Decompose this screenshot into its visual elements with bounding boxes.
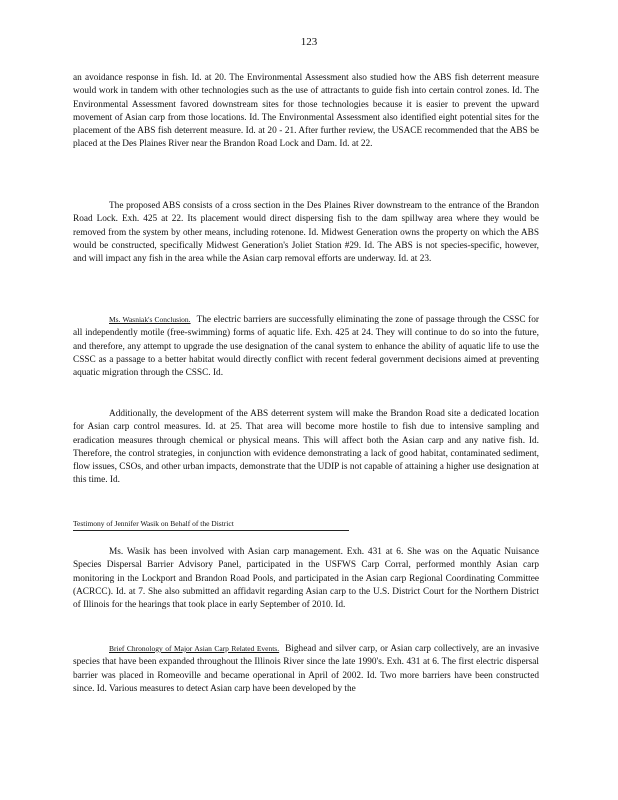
wasniak-conclusion-heading: Ms. Wasniak's Conclusion. — [109, 315, 191, 324]
page-number: 123 — [300, 36, 318, 48]
wasniak-conclusion-text: The electric barriers are successfully eliminating the zone of passage through the CSSC for all independently motile (free-swimming) forms of aquatic life. Exh. 425 at 24. They will continue to do so into the future, and therefore, any attempt to upgrade the use designation of the canal system to enhance the ability of aquatic life to use the CSSC as a passage to a better habitat would directly conflict with recent federal government decisions aimed at preventing aquatic migration through the CSSC. Id. — [73, 315, 539, 379]
section-heading-wasik-testimony: Testimony of Jennifer Wasik on Behalf of the District — [73, 519, 349, 531]
brief-chronology-text: Bighead and silver carp, or Asian carp collectively, are an invasive species that have been expanded throughout the Illinois River since the late 1990's. Exh. 431 at 6. The first electric dispersal barrier was placed in Romeoville and became operational in April of 2002. Id. Two more barriers have been constructed since. Id. Various measures to detect Asian carp have been developed by the — [73, 644, 539, 694]
paragraph-abs-environmental-assessment: an avoidance response in fish. Id. at 20. The Environmental Assessment also studied how the ABS fish deterrent measure would work in tandem with other technologies such as the use of attractants to guide fish into certain control zones. Id. The Environmental Assessment favored downstream sites for those technologies because it is easier to prevent the upward movement of Asian carp from those locations. Id. The Environmental Assessment also identified eight potential sites for the placement of the ABS fish deterrent measure. Id. at 20 - 21. After further review, the USACE recommended that the ABS be placed at the Des Plaines River near the Brandon Road Lock and Dam. Id. at 22. — [73, 73, 539, 150]
paragraph-proposed-abs: The proposed ABS consists of a cross section in the Des Plaines River downstream to the entrance of the Brandon Road Lock. Exh. 425 at 22. Its placement would direct dispersing fish to the dam spillway area where they would be removed from the system by other means, including rotenone. Id. Midwest Generation owns the property on which the ABS would be constructed, specifically Midwest Generation's Joliet Station #29. Id. The ABS is not species-specific, however, and will impact any fish in the area while the Asian carp removal efforts are underway. Id. at 23. — [73, 201, 539, 265]
paragraph-wasik-involvement: Ms. Wasik has been involved with Asian carp management. Exh. 431 at 6. She was on the Aquatic Nuisance Species Dispersal Barrier Advisory Panel, participated in the USFWS Carp Corral, performed monthly Asian carp monitoring in the Lockport and Brandon Road Pools, and participated in the Asian carp Regional Coordinating Committee (ACRCC). Id. at 7. She also submitted an affidavit regarding Asian carp to the U.S. District Court for the Northern District of Illinois for the hearings that took place in early September of 2010. Id. — [73, 547, 539, 611]
paragraph-wasniak-conclusion — [73, 313, 539, 380]
paragraph-brief-chronology — [73, 642, 539, 696]
brief-chronology-heading: Brief Chronology of Major Asian Carp Related Events. — [109, 644, 280, 653]
paragraph-abs-deterrent-development: Additionally, the development of the ABS deterrent system will make the Brandon Road site a dedicated location for Asian carp control measures. Id. at 25. That area will become more hostile to fish due to intensive sampling and eradication measures through chemical or physical means. This will affect both the Asian carp and any native fish. Id. Therefore, the control strategies, in conjunction with evidence demonstrating a lack of good habitat, contaminated sediment, flow issues, CSOs, and other urban impacts, demonstrate that the UDIP is not capable of attaining a higher use designation at this time. Id. — [73, 409, 539, 486]
